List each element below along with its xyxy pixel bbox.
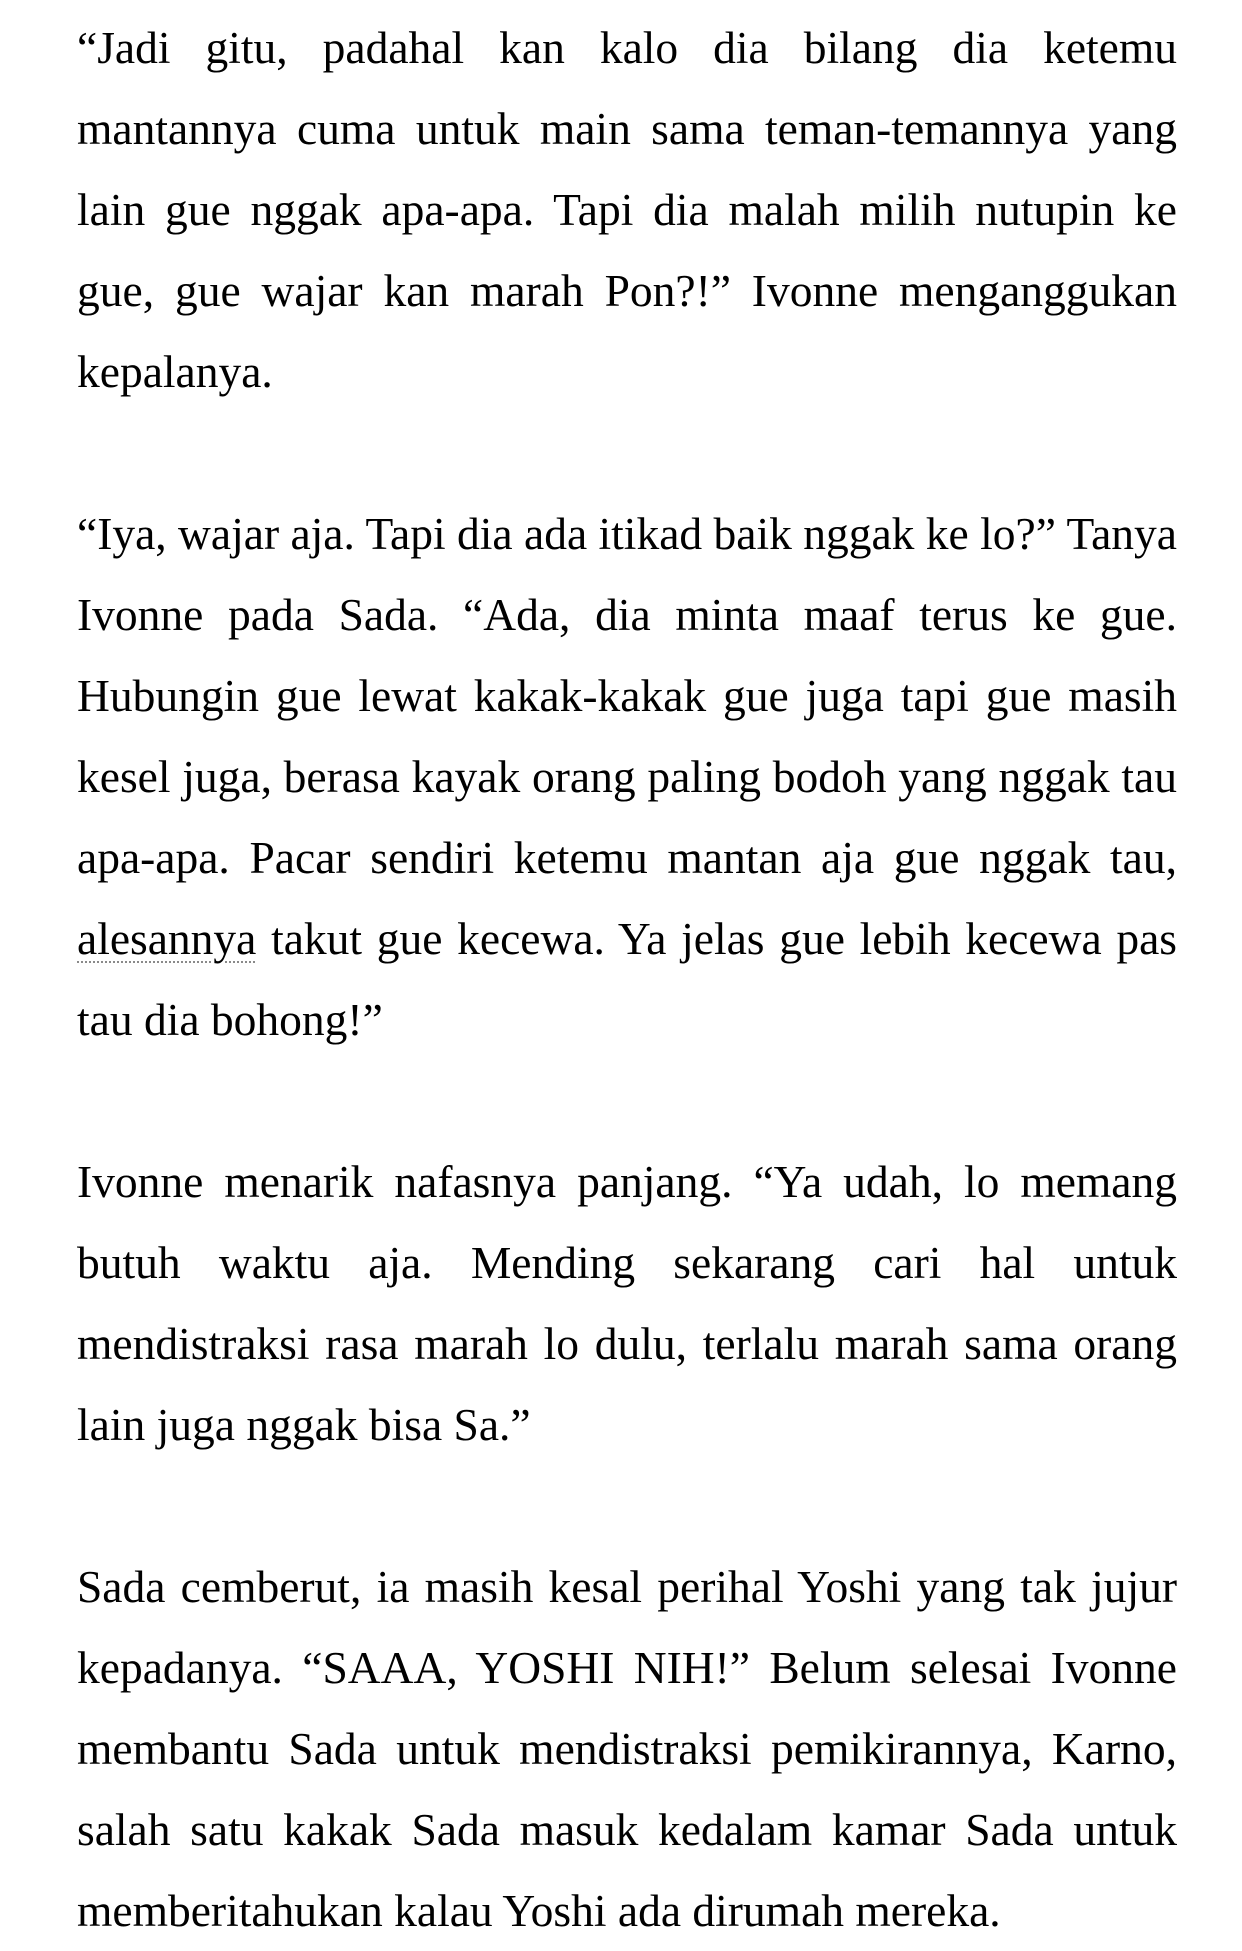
paragraph-2-text-before: “Iya, wajar aja. Tapi dia ada itikad baik nggak ke lo?” Tanya Ivonne pada Sada. “Ada, dia minta maaf terus ke gue. Hubungin gue lewat kakak-kakak gue juga tapi gue masih kesel juga, berasa kayak orang paling bodoh yang nggak tau apa-apa. Pacar sendiri ketemu mantan aja gue nggak tau, bbox=[77, 508, 1177, 883]
paragraph-2 bbox=[77, 493, 1177, 1060]
story-text bbox=[77, 7, 1177, 1951]
paragraph-4: Sada cemberut, ia masih kesal perihal Yoshi yang tak jujur kepadanya. “SAAA, YOSHI NIH!” Belum selesai Ivonne membantu Sada untuk mendistraksi pemikirannya, Karno, salah satu kakak Sada masuk kedalam kamar Sada untuk memberitahukan kalau Yoshi ada dirumah mereka. bbox=[77, 1561, 1177, 1936]
spellcheck-flagged-word[interactable]: alesannya bbox=[77, 913, 257, 964]
paragraph-2-text-after: takut gue kecewa. Ya jelas gue lebih kecewa pas tau dia bohong!” bbox=[77, 913, 1177, 1045]
paragraph-1: “Jadi gitu, padahal kan kalo dia bilang dia ketemu mantannya cuma untuk main sama teman-temannya yang lain gue nggak apa-apa. Tapi dia malah milih nutupin ke gue, gue wajar kan marah Pon?!” Ivonne menganggukan kepalanya. bbox=[77, 22, 1177, 397]
paragraph-3: Ivonne menarik nafasnya panjang. “Ya udah, lo memang butuh waktu aja. Mending sekarang cari hal untuk mendistraksi rasa marah lo dulu, terlalu marah sama orang lain juga nggak bisa Sa.” bbox=[77, 1156, 1177, 1450]
